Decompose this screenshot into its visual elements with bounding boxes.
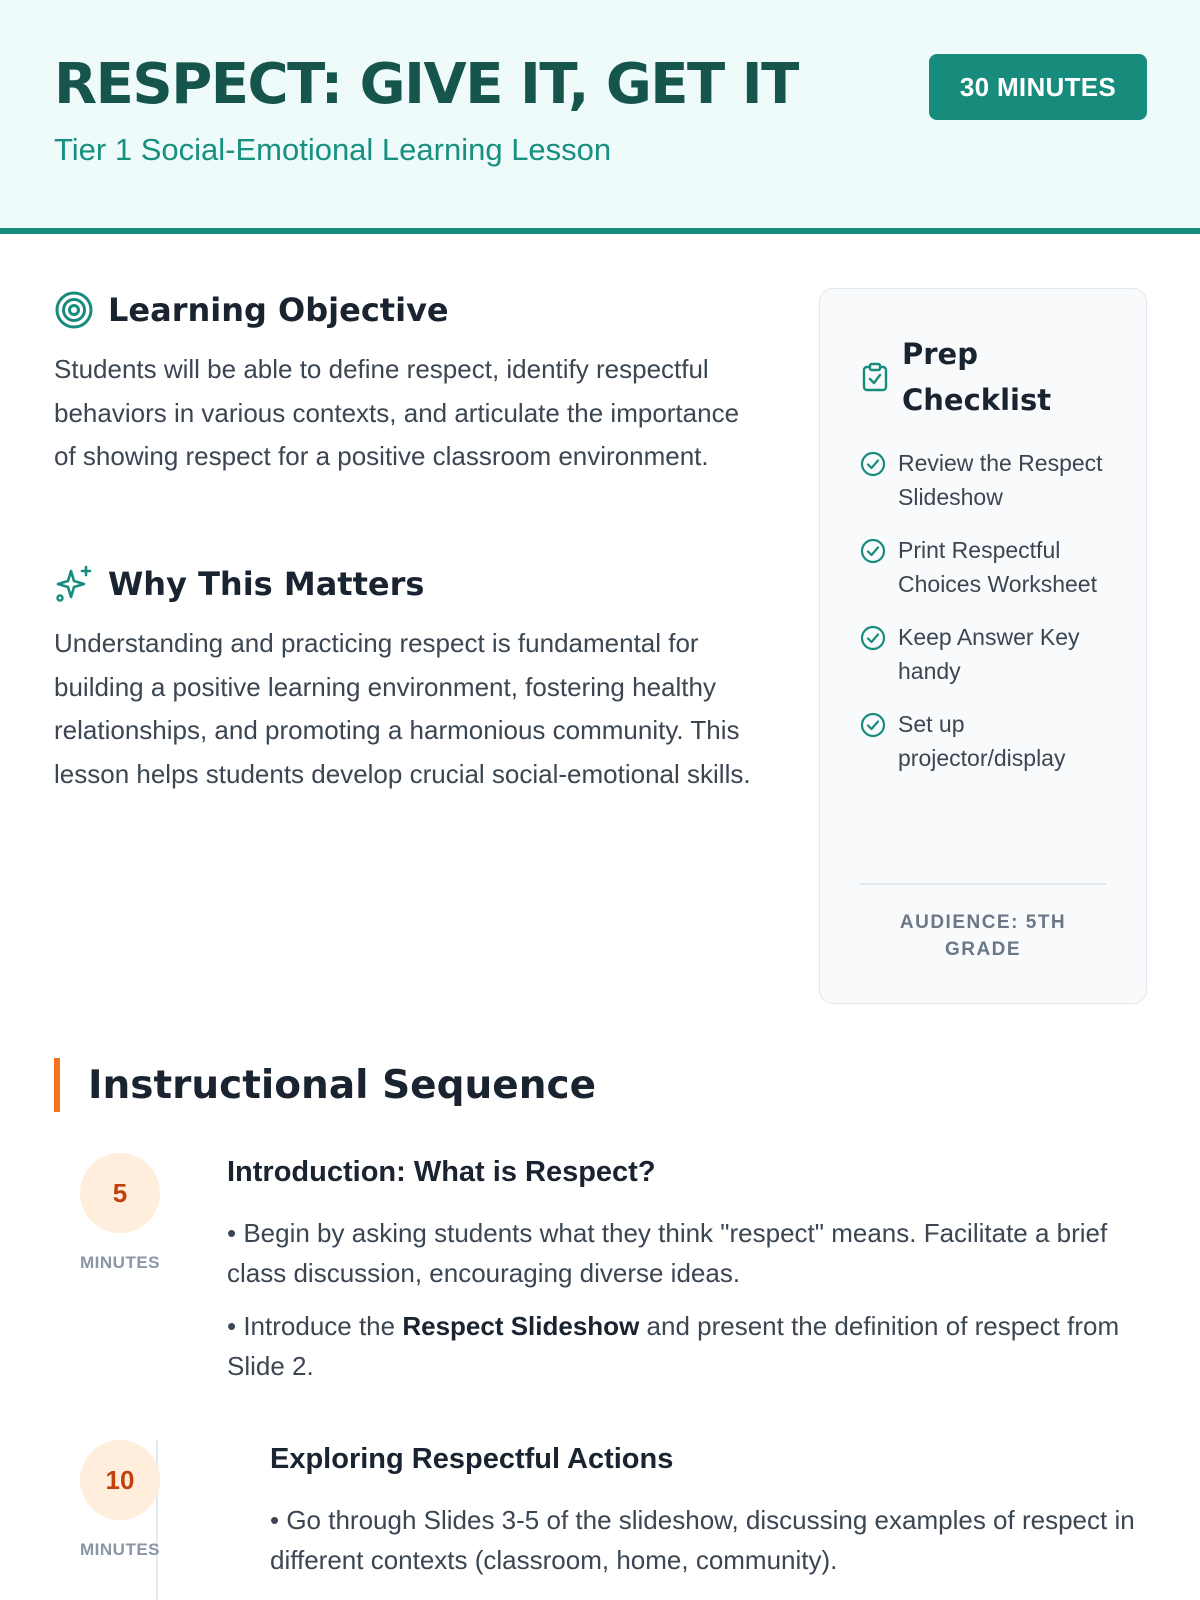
why-text: Understanding and practicing respect is fundamental for building a positive learning environment, fostering healthy relationships, and promoting a harmonious community. This lesson helps students develop crucial social-emotional skills. xyxy=(54,628,751,789)
audience-label: AUDIENCE: 5TH GRADE xyxy=(899,912,1067,960)
step-duration xyxy=(80,1440,160,1560)
checklist-item xyxy=(860,447,1120,514)
checklist-item xyxy=(860,534,1120,601)
prep-heading xyxy=(860,331,1120,423)
prep-checklist-card xyxy=(819,288,1147,1004)
lesson-header xyxy=(0,0,1200,234)
checklist-item-text: Set up projector/display xyxy=(898,711,1066,771)
step-bullet: • Go through Slides 3-5 of the slideshow, discussing examples of respect in different contexts (classroom, home, community). xyxy=(270,1505,1135,1575)
checklist-item-text: Keep Answer Key handy xyxy=(898,624,1080,684)
prep-title: Prep Checklist xyxy=(902,337,1052,417)
slideshow-reference: Respect Slideshow xyxy=(402,1311,640,1341)
target-icon xyxy=(54,290,94,330)
step-title: Introduction: What is Respect? xyxy=(227,1156,656,1188)
duration-badge: 30 MINUTES xyxy=(929,54,1147,120)
step-bullet: • Begin by asking students what they think "respect" means. Facilitate a brief class discussion, encouraging diverse ideas. xyxy=(227,1218,1108,1288)
checklist-item xyxy=(860,621,1120,688)
sequence-heading xyxy=(54,1058,596,1112)
checklist-item-text: Print Respectful Choices Worksheet xyxy=(898,537,1097,597)
why-title: Why This Matters xyxy=(108,565,425,603)
check-circle-icon xyxy=(860,451,886,477)
step-content xyxy=(270,1443,1147,1593)
step-bullet-text: Go through Slides 3-5 of the slideshow, discussing examples of respect in different contexts (classroom, home, community). xyxy=(270,1505,1135,1575)
step-duration xyxy=(80,1153,160,1273)
step-content xyxy=(227,1156,1147,1399)
page-title: RESPECT: GIVE IT, GET IT xyxy=(54,52,798,117)
step-minutes-badge: 5 xyxy=(80,1153,160,1233)
why-heading xyxy=(54,564,424,604)
objective-text: Students will be able to define respect, identify respectful behaviors in various contexts, and articulate the importance of showing respect for a positive classroom environment. xyxy=(54,354,740,471)
checklist-item-text: Review the Respect Slideshow xyxy=(898,450,1103,510)
page-subtitle: Tier 1 Social-Emotional Learning Lesson xyxy=(54,132,612,167)
objective-heading xyxy=(54,290,449,330)
check-circle-icon xyxy=(860,712,886,738)
prep-divider xyxy=(860,883,1106,885)
objective-title: Learning Objective xyxy=(108,291,449,329)
step-bullet-text: and present the definition of respect from Slide 2. xyxy=(227,1311,1120,1381)
step-minutes-badge: 10 xyxy=(80,1440,160,1520)
clipboard-check-icon xyxy=(860,362,890,392)
step-bullet: • Introduce the Respect Slideshow and present the definition of respect from Slide 2. xyxy=(227,1311,1120,1381)
sequence-accent-bar xyxy=(54,1058,60,1112)
check-circle-icon xyxy=(860,538,886,564)
check-circle-icon xyxy=(860,625,886,651)
checklist-item xyxy=(860,708,1120,775)
sparkles-icon xyxy=(54,564,94,604)
step-bullet-text: Begin by asking students what they think "respect" means. Facilitate a brief class discussion, encouraging diverse ideas. xyxy=(227,1218,1108,1288)
prep-checklist xyxy=(860,447,1120,795)
step-minutes-unit: MINUTES xyxy=(80,1540,160,1559)
step-title: Exploring Respectful Actions xyxy=(270,1443,674,1475)
sequence-title: Instructional Sequence xyxy=(88,1062,597,1108)
step-minutes-unit: MINUTES xyxy=(80,1253,160,1272)
step-bullet-text: Introduce the xyxy=(243,1311,403,1341)
